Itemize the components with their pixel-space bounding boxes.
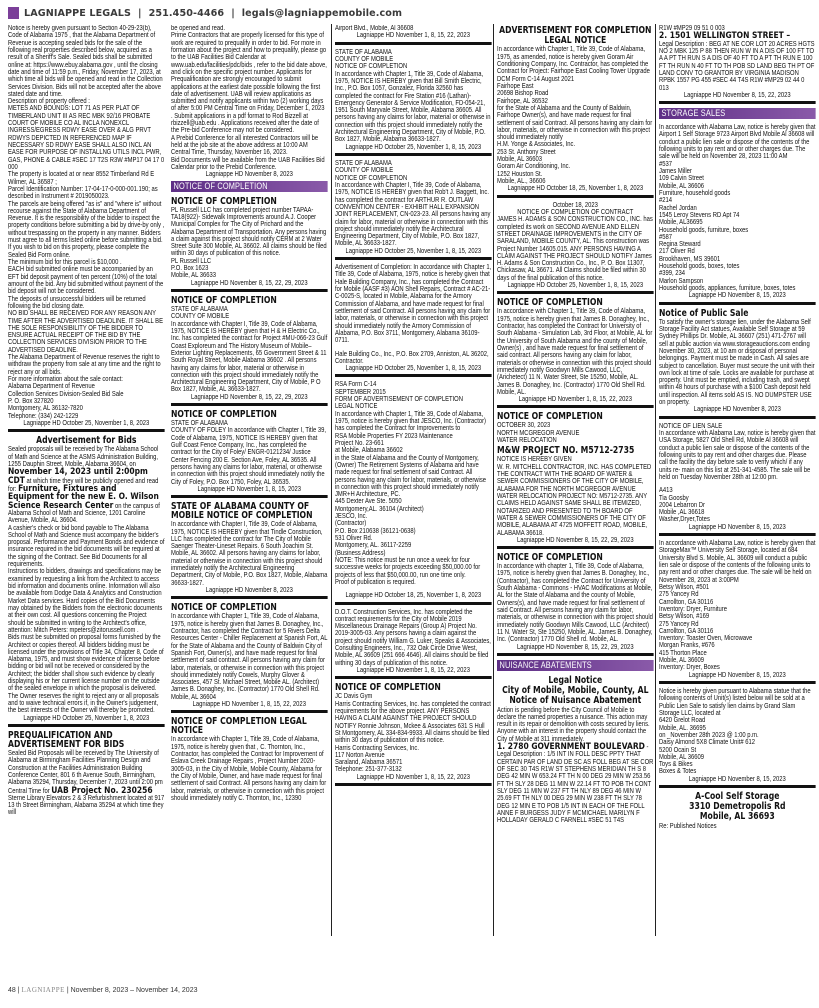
notice-text: LEGAL NOTICE bbox=[335, 402, 378, 411]
notice-heading: City of Mobile, Mobile, County, AL bbox=[502, 685, 649, 697]
notice-text: The Alabama Department of Revenue reserves the right to withdraw the property from sale at any time and the right to reject any or all bids. bbox=[8, 353, 161, 376]
notice-text: In accordance with Alabama Law, notice is hereby given that Airport 1 Self Storage 9723 Airport Blvd Mobile Al 36608 will conduct a public lien sale or dispose of the contents of the following units to pay rent and or other charges due. The sale will be held on November 28, 2023 11:00 AM bbox=[659, 123, 816, 161]
section-bar: NOTICE OF COMPLETION bbox=[171, 181, 328, 192]
notice-text: In accordance with Chapter 1, Title 39, Code of Alabama, 1975, notice is hereby given that , C. Thornton, Inc., Contractor, has completed the Contract for Improvement of Eslava Creek Drainage Repairs , Project Number 2020-3005-03, in the City of Mobile, Mobile County, Alabama for the City of Mobile, Owner, and have made request for final settlement of said Contract. All persons having any claim for labor, materials, or otherwise in connection with this project should immediately notify C. Thornton, Inc., 12390 bbox=[171, 735, 327, 802]
notice-text: In accordance with Chapter 1, Title 39, Code of Alabama, 1975, notice is hereby given that James B. Donaghey, Inc., Contractor, has completed the Contract for 5 Rivers Delta Resources Center - Chiller Replacement at Spanish Fort, AL for the State of Alabama and the County of Baldwin City of Spanish Fort, Owner(s), and have made request for final settlement of said contract. All persons having any claim for labor, materials, or otherwise in connection with this project should immediately notify Cowels, Murphy Glover & Associates, 457 St. Michael Street, Mobile AL. (Architect) James B. Donaghey, Inc. (Contractor) 1770 Old Shell Rd. Mobile, AL 36604 bbox=[171, 612, 328, 701]
publication-line: Lagniappe HD October 18, 25, November 1, 8, 2023 bbox=[507, 184, 644, 193]
notice-text: Brookhaven, MS 39601 bbox=[659, 254, 721, 263]
publication-line: Lagniappe HD November 8, 15, 22, 2023 bbox=[683, 90, 791, 99]
publication-line: Lagniappe HD October 25, November 1, 8, 15, 2023 bbox=[345, 142, 482, 151]
bold-text: 2. 1501 WELLINGTON STREET – bbox=[659, 30, 791, 42]
notice-text: STATE OF ALABAMA bbox=[335, 47, 392, 56]
notice-divider bbox=[335, 257, 492, 260]
notice-text: Marlon Sampson bbox=[659, 276, 704, 285]
header-separator: | bbox=[231, 7, 235, 19]
publication-line: Lagniappe HD October 25, November 1, 8, 15, 2023 bbox=[345, 246, 482, 255]
notice-text: The minimum bid for this parcel is $10,000 . bbox=[8, 258, 122, 266]
notice-text: Alabama Department of Revenue bbox=[8, 382, 95, 391]
notice-text: Montgomery, AL. 36117-2259 bbox=[335, 541, 412, 550]
notice-divider bbox=[171, 710, 328, 713]
notice-text: Betsy Wilson, #501 bbox=[659, 582, 710, 591]
notice-text: PL Russell LLC has completed project number TAPAA-TA18(922)- Sidewalk Improvements around A.J. Cooper Municipal Complex for The City of Prichard and the Alabama Department of Transportation. Any persons having a claim against this project should notify CERM at 2 Water Street Suite 300 Mobile, AL 36602. All claims should be filed within 30 days of publication of this notice. bbox=[171, 205, 327, 258]
notice-divider bbox=[335, 153, 492, 156]
notice-heading: NOTICE OF COMPLETION bbox=[497, 297, 603, 309]
notice-text: Montgomery,AL. 36104 (Architect) bbox=[335, 504, 424, 513]
notice-text: Daisy Almond 5X8 Climate Unit# 612 bbox=[659, 738, 756, 747]
notice-divider bbox=[497, 195, 654, 198]
notice-text: The deposits of unsuccessful bidders will be returned following the bid closing date. bbox=[8, 294, 146, 310]
notice-heading: Legal Notice bbox=[548, 674, 603, 686]
notice-heading: PREQUALIFICATION AND ADVERTISEMENT FOR BIDS bbox=[8, 729, 125, 750]
notice-text: October 18, 2023 bbox=[552, 200, 598, 209]
publication-line: Lagniappe HD November 8, 15, 22, 29, 2023 bbox=[517, 642, 634, 651]
notice-text: 109 Calvin Street bbox=[659, 174, 704, 183]
notice-text: Washer,Dryer,Totes bbox=[659, 515, 710, 524]
notice-text: 531 Oliver Rd. bbox=[335, 534, 373, 542]
header-phone: 251.450-4466 bbox=[148, 7, 225, 19]
notice-text: Inventory: Dryer, Furniture bbox=[659, 604, 728, 613]
notice-text: NOTICE IS HEREBY GIVEN bbox=[497, 455, 572, 464]
publication-line: Lagniappe HD November 8, 2023 bbox=[693, 405, 781, 414]
notice-divider bbox=[8, 429, 165, 432]
notice-text bbox=[8, 750, 165, 817]
publication-line: Lagniappe HD November 8, 15, 22, 29, 2023 bbox=[191, 392, 308, 401]
notice-text: P. O. Box 327820 bbox=[8, 396, 54, 405]
notice-text: Mobile, AL. 36695 bbox=[659, 723, 706, 732]
notice-text: 6420 Grelot Road bbox=[659, 716, 706, 725]
notice-text: for the State of Alabama and the County of Baldwin, Fairhope Owner(s), and have made request for final settlement of said Contract. All persons having any claim for labor, materials, or otherwise in connection with this project should immediately notify bbox=[497, 103, 653, 142]
notice-text: The parcels are being offered "as is" and "where is" without recourse against the State of Alabama Department of Revenue. It is the responsibility of the bidder to inspect the property conditions before submitting a bid by drive-by only , without trespassing on the property in any manner. Bidders must agree to all terms listed online before submitting a bid. If you wish to bid on this property, please complete the Sealed Bid Form online. bbox=[8, 199, 165, 259]
notice-divider bbox=[335, 42, 492, 45]
notice-text: To satisfy the owner's storage lien, under the Alabama Self Storage Facility Act statues, Available Self Storage at 59 Sydney Phillips Dr. Mobile, AL 36607 (251) 471-2767 will sell at public auction via www.storageauctions.com ending November 30, 2023, at 10 am or disposal of personal belongings. Payment must be made in Cash. All sales are subject to cancellation. Buyer must secure the unit with their own lock at time of sale. Locks are available for purchase at property. Unit must be emptied, including trash, and swept within 48 hours of purchase with a $100 Cash deposit held until inspection. All items sold AS IS. NO DUMPSTER USE on property. bbox=[659, 317, 815, 407]
notice-text: Advertisement of Completion: In accordance with Chapter 1, Title 39, Code of Alabama, 1975, notice is hereby given that Hale Building Company, Inc., has completed the Contract for Mobile (AASF #3) AON Shell Repairs, Contract # AC-21-C-0025-S, located in Mobile, Alabama for the Armory Commission of Alabama, and have made request for final settlement of said Contract. All persons having any claim for labor, materials, or otherwise in connection with this project should immediately notify the Armory Commission of Alabama, P.O. Box 3711, Montgomery, Alabama 36109-0711. bbox=[335, 263, 492, 345]
notice-text: In accordance with chapter 1, Title 39, Code of Alabama, 1975, notice is hereby given that James B. Donaghey, Inc., (Contractor), has completed the Contract for University of South Alabama - Commons - HVAC Modifications at Mobile, AL for the State of Alabama and the county of Mobile, Owners(s), and have made request for final settlement of said Contract. All persons having any claim for labor, materials, or otherwise in connection with this project should immediately notify Goodwyn Mills Cawood, LLC (Architect) 11 N. Water St, Ste 15250, Mobile, AL. James B. Donaghey, Inc. (Contractor) 1770 Old Shell rd. Mobile, AL. bbox=[497, 562, 653, 644]
column-4 bbox=[497, 25, 654, 940]
notice-heading: NOTICE OF COMPLETION bbox=[171, 409, 277, 421]
notice-text: In accordance with Chapter I, Title 39, Code of Alabama, 1975, NOTICE IS HEREBY given that Rob't J. Baggett, Inc. has completed the contract for ARTHUR R. OUTLAW CONVENTION CENTER - EXHIBIT HALL EXPANSION JOINT REPLACEMENT, CN-023-23. All persons having any claim for labor, material or otherwise in connection with this project should immediately notify the Architectural Engineering Department, City of Mobile, P.O. Box 1827, Mobile, AL 36633-1827. bbox=[335, 180, 491, 248]
notice-text: Regina Steward bbox=[659, 240, 701, 249]
notice-text: Goram Air Conditioning, Inc. bbox=[497, 162, 571, 171]
text-run: on the campus of Alabama School of Math and Science, 1201 Caroline Avenue, Mobile, AL 36604. bbox=[8, 501, 160, 525]
notice-text: Mobile, AL 36606 bbox=[659, 181, 705, 190]
notice-heading: STATE OF ALABAMA COUNTY OF MOBILE NOTICE OF COMPLETION bbox=[171, 501, 313, 522]
publication-line: Lagniappe HD November 8, 15, 2023 bbox=[688, 774, 786, 783]
notice-text: STATE OF ALABAMA bbox=[171, 305, 228, 313]
notice-text: METES AND BOUNDS: LOT 71 AS PER PLAT OF TIMBERLAND UNIT III AS REC MBK 92/16 PROBATE COURT OF MOBILE CO AL INCLA NONEXCL INGRESS/EGRESS RDWY EASE OVER & ALG PRVT RDWYS DEPICTED IN REFERENCED MAP IF NECESSARY SD RDWY EASE SHALL ALSO INCL AN EASE FOR PURPOSE OF INSTALLNG UTILS INCL PWR, GAS, PHONE & CABLE #SEC 17 T2S R3W #MP17 04 17 0 000 bbox=[8, 104, 165, 171]
notice-text: Instructions to bidders, drawings and specifications may be examined by requesting a link from the Architect to access bid information and documents online. Information will also be available from Dodge Data & Analytics and Construction Market Data services. Hard copies of the Bid Documents may obtained by the Bidders from the electronic documents at their own cost. All questions concerning the Project should be submitted in writing to the Architect's office, attention: Mitch Peters: mpeters@zitorussell.com . bbox=[8, 567, 163, 634]
column-5 bbox=[659, 25, 816, 940]
notice-text: For more information about the sale contact: bbox=[8, 375, 123, 383]
publication-line: Lagniappe HD November 8, 2023 bbox=[205, 586, 293, 594]
notice-text: Notice is hereby given pursuant to Alabama statue that the following contents of Unit(s) listed below will be sold at a Public Lien Sale to satisfy lien claims by Grand Slam Storage LLC, located at bbox=[659, 687, 811, 717]
notice-text: 445 Dexter Ave Ste. 5050 bbox=[335, 497, 402, 506]
bold-text: 1. 2780 GOVERNMENT BOULEVARD bbox=[497, 741, 645, 753]
notice-text: Household goods, furniture, boxes bbox=[659, 225, 749, 234]
column-divider bbox=[331, 24, 332, 936]
notice-text: A cashier's check or bid bond payable to The Alabama School of Math and Science must accompany the bidder's proposal. Performance and Payment Bonds and evidence of insurance required in the bid documents will be required at the signing of the Contract. See Bid Documents for all requirements. bbox=[8, 523, 165, 569]
notice-text: (Business Address) bbox=[335, 548, 386, 557]
notice-divider bbox=[659, 416, 816, 419]
notice-text bbox=[497, 743, 654, 824]
notice-text: #214 bbox=[659, 196, 673, 205]
notice-text: Hale Building Co., Inc., P.O. Box 2709, Anniston, AL 36202, Contractor. bbox=[335, 349, 489, 365]
notice-text: R1W #MP29 09 51 0 003 bbox=[659, 25, 725, 32]
notice-heading: NOTICE OF COMPLETION LEGAL NOTICE bbox=[171, 716, 307, 737]
notice-text: #537 bbox=[659, 159, 673, 168]
notice-text: NOTE: This notice must be run once a week for four successive weeks for projects exceeding $50,000.00 for projects of less that $50,000.00, run one time only. bbox=[335, 555, 481, 579]
notice-text: Furniture, household goods bbox=[659, 188, 731, 197]
notice-divider bbox=[659, 681, 816, 684]
notice-heading: NOTICE OF COMPLETION bbox=[171, 602, 277, 614]
notice-text: Telephone: 251-377-3132 bbox=[335, 765, 402, 774]
notice-heading: A-Cool Self Storage bbox=[695, 791, 780, 803]
publication-line: Lagniappe HD November 1, 8, 15, 22, 2023 bbox=[192, 700, 306, 709]
notice-text: COUNTY OF FOLEY In accordance with Chapter I, Title 39, Code of Alabama, 1975, NOTICE IS HEREBY given that Gulf Coast Fence Company, Inc., has completed the contract for the City of Foley/ ENGR-0121234/ Justice Center Fencing 200 E. Section Ave, Foley, AL 36535. All persons having any claims for labor, material, or otherwise in connection with this project should immediately notify the City of Foley, P.O. Box 1750, Foley, AL 36535. bbox=[171, 426, 327, 486]
notice-text: NORTH MCGREGOR AVENUE bbox=[497, 428, 580, 437]
notice-text: D.O.T. Construction Services, Inc. has completed the contract requirements for the City of Mobile 2019 Miscellaneous Drainage Repairs (Group A) Project No. 2019-3005-03. Any persons having a claim against the project should notify William G. Luker, Speaks & Associates, Consulting Engineers, Inc., 732 Oak Circle Drive West, Mobile, AL 36609 (251 666 4646). All claims should be filed withing 30 days of publication of this notice. bbox=[335, 607, 491, 667]
notice-text: In accordance with Chapter I, Title 39, Code of Alabama, 1975, NOTICE IS HEREBY given that Tindle Construction, LLC has completed the contract for The City of Mobile Saenger Theater-Lineset Repairs. 6 South Joachim St. Mobile, AL 36602. All persons having any claims for labor, material or otherwise in connection with this project should immediately notify the Architectural Engineering Department, City of Mobile, P.O. Box 1827, Mobile, Alabama 36633-1827. bbox=[171, 520, 328, 587]
notice-text: In accordance with Alabama Law, notice is hereby given that StorageMax™ University Self Storage, located at 684 University Blvd S. Mobile, AL. 36609 will conduct a public lien sale or dispose of the contents of the following units to pay rent and or other charges due. The sale will be held on November 28, 2023 at 3:00PM bbox=[659, 539, 816, 584]
notice-text: Betsy Wilson, #169 bbox=[659, 612, 710, 621]
notice-text: WATER RELOCATION bbox=[497, 436, 557, 445]
publication-line: Lagniappe HD November 8, 15, 2023 bbox=[688, 522, 786, 531]
notice-divider bbox=[659, 101, 816, 104]
notice-heading: Mobile, AL 36693 bbox=[699, 811, 775, 823]
notice-text: P.O. Box 210638 (36121-0638) bbox=[335, 526, 416, 535]
notice-divider bbox=[8, 724, 165, 727]
notice-text: PL Russell LLC bbox=[171, 256, 212, 265]
notice-text: at Mobile, Alabama 36602 bbox=[335, 446, 403, 455]
notice-heading: 3310 Demetropolis Rd bbox=[689, 801, 786, 813]
notice-text: Fairhope, AL 36532 bbox=[497, 96, 548, 105]
page-header bbox=[8, 6, 402, 20]
notice-text: SEPTEMBER 2015 bbox=[335, 387, 386, 396]
notice-heading: Advertisement for Bids bbox=[36, 435, 137, 447]
notice-text: Mobile, AL 36609 bbox=[659, 656, 705, 665]
issue-dates: November 8, 2023 – November 14, 2023 bbox=[70, 987, 198, 994]
notice-text: Morgan Franks, #676 bbox=[659, 641, 715, 650]
notice-text: 2004 Lebarron Dr bbox=[659, 500, 705, 509]
notice-text: 20698 Bishop Road bbox=[497, 89, 549, 98]
notice-divider bbox=[497, 405, 654, 408]
notice-text: Mobile, AL., 36606 bbox=[497, 177, 546, 186]
notice-text: Mobile, AL 36603 bbox=[497, 155, 543, 164]
notice-text: 415 Thorton Place bbox=[659, 648, 707, 657]
publication-line: Lagniappe HD November 1, 8, 15, 22, 2023 bbox=[356, 31, 470, 40]
notice-text: In accordance with Chapter 1, Title 39, Code of Alabama, 1975, as amended, notice is hereby given Goram Air Conditioning Company, Inc. Contractor, has completed the Contract for Project: Fairhope East Cooling Tower Upgrade bbox=[497, 45, 650, 76]
notice-divider bbox=[659, 785, 816, 788]
notice-text: Boxes & Totes bbox=[659, 767, 697, 776]
notice-text: NOTICE OF LIEN SALE bbox=[659, 421, 723, 430]
notice-text: Harris Contracting Services, Inc. bbox=[335, 743, 419, 752]
text-run: - Legal Description : 1/5 INT IN FOLL DESC PPTY THAT CERTAIN PAR OF LAND DE SC AS FOLL BEG AT SE COR OF SEC 30 T4S R1W ST STEPHENS MERIDIAN TH S 8 DEG 42 MIN W 653.24 FT TH N 00 DEG 29 MIN W 253.56 FT TH SLY 28 DEG 11 MIN W 22.14 FT TO POB TH CONT SLY DEG 11 MIN W 237 FT TH NLY 89 DEG 46 MIN W 25.69 FT TH NLY 00 DEG 29 MIN W 238 FT TH SLY 78 DEG 12 MIN E TO POB 1/5 INT IN EACH OF THE FOLL ANNE F BURGESS JUDY F MCMICHAEL MARILYN F HOLLADAY GERALD C FARNELL #SEC 51 T4S bbox=[497, 743, 654, 825]
notice-divider bbox=[171, 596, 328, 599]
section-bar: STORAGE SALES bbox=[659, 108, 816, 119]
notice-text: Notice is hereby given pursuant to Section 40-29-23(b), Code of Alabama 1975 , that the Alabama Department of Revenue is accepting sealed bids for the sale of the following real properties described below, acquired as a result of a Sheriff's Sale. Sealed bids shall be submitted online at: https://www.ebuy.alabama.gov , until the closing date and time of 11:59 p.m., Friday, November 17, 2023, at which time all bids will be opened and read in the Collection Services Division. Bids will not be accepted after the above stated date and time. bbox=[8, 25, 163, 98]
header-separator: | bbox=[137, 7, 142, 19]
notice-text: Carrollton, GA 30116 bbox=[659, 626, 714, 635]
notice-text: NOTICE OF COMPLETION OF CONTRACT bbox=[517, 207, 634, 216]
notice-text: FORM OF ADVERTISEMENT OF COMPLETION bbox=[335, 395, 463, 404]
notice-text: Toys & Bikes bbox=[659, 760, 693, 769]
publication-line: Lagniappe HD November 8, 15, 2023 bbox=[688, 291, 786, 300]
notice-text: OCTOBER 30, 2023 bbox=[497, 421, 551, 430]
notice-text: Mobile ,AL 36618 bbox=[659, 508, 705, 517]
notice-text: RSA Mobile Properties FY 2023 Maintenance bbox=[335, 431, 453, 440]
column-2 bbox=[171, 25, 328, 940]
text-run: Sealed Bid Proposals will be received by The University of Alabama at Birmingham Facilities Planning Design and Construction at the Facilities Administration Building Conference Center, 801 6 th Avenue South, Birmingham, Alabama 35294, Thursday, December 7, 2023 until 2:00 pm Central Time for bbox=[8, 748, 163, 795]
notice-text: Montgomery, AL 36132-7820 bbox=[8, 404, 83, 413]
column-3 bbox=[335, 25, 492, 940]
notice-text: Bids must be submitted on proposal forms furnished by the Architect or copies thereof. All bidders bidding must be licensed under the provisions of Title 34, Chapter 8, Code of Alabama, 1975, and must show evidence of license before bidding or bid will not be received or considered by the Architect; the bidder shall show such evidence by clearly displaying his or her current license number on the outside of the sealed envelope in which the proposal is delivered. The Owner reserves the right to reject any or all proposals and to waive technical errors if, in the Owner's judgement, the best interests of the Owner will thereby be promoted. bbox=[8, 633, 164, 715]
notice-text: The property is located at or near 8552 Timberland Rd E Wilmer, AL 36587 ; bbox=[8, 170, 155, 186]
notice-text: 117 Norton Avenue bbox=[335, 750, 385, 759]
notice-heading: Notice of Public Sale bbox=[659, 307, 749, 319]
notice-text: Mobile, AL 36609 bbox=[659, 752, 705, 761]
notice-text: Inventory: Dryer, Boxes bbox=[659, 663, 720, 672]
notice-text: Saraland, Alabama 36571 bbox=[335, 758, 403, 767]
notice-text: 217 Oliver Rd bbox=[659, 247, 695, 256]
notice-text: Action is pending before the City Council of Mobile to declare the named properties a nuisance. This action may result in its repair or demolition with costs secured by liens. Anyone with an interest in the property should contact the City of Mobile at 311 immediately. bbox=[497, 705, 650, 743]
notice-text: JMR+H Architecture, PC. bbox=[335, 490, 401, 499]
notice-text: COUNTY OF MOBILE bbox=[335, 54, 394, 63]
notice-text: JC Davis Gym bbox=[335, 692, 373, 701]
text-run: Sealed proposals will be received by The Alabama School of Math and Science at the ASMS Administration Building, 1255 Dauphin Street, Mobile, Alabama 36604, on bbox=[8, 445, 159, 469]
publication-line: Lagniappe HD November 8, 15, 2023 bbox=[688, 670, 786, 679]
notice-text: A413 bbox=[659, 486, 673, 495]
notice-text: Proof of publication is required. bbox=[335, 577, 416, 586]
notice-divider bbox=[171, 495, 328, 498]
notice-text: Tia Goosby bbox=[659, 493, 689, 502]
page-number: 48 bbox=[8, 987, 16, 994]
publication-line: Lagniappe HD October 25, November 1, 8, 2023 bbox=[23, 713, 150, 722]
notice-text: In accordance with Alabama Law, notice is hereby given that USA Storage, 5827 Old Shell Rd, Mobile Al 36608 will conduct a public lien sale or dispose of the contents of the following units to pay rent and other charges due. Please call the facility the day before sale to verify which/ if any units re- main on this list at 251-341-4585. The sale will be held on Tuesday November 28th at 12:00 pm. bbox=[659, 429, 816, 481]
publication-line: Lagniappe HD November 1, 8, 15, 22, 2023 bbox=[356, 666, 470, 674]
notice-text: Prime Contractors that are properly licensed for this type of work are required to prequalify in order to bid. For more in formation about the project and how to prequalify, please go to the UAB Facilities Bid Calendar at www.uab.edu/facilities/pdc/bids , refer to the bid date above, and click on the specific project number. Applicants for Prequalification are strongly encouraged to submit applications at the earliest date possible following the first date of advertisement. UAB will review applications as submitted and notify applicants within two (2) working days of after 5:00 PM Central Time on Friday, December 1, 2023 . Submit applications in a pdf format to Rod Bizzell at rbizzell@uab.edu . Applications received after the date of the Pre-bid Conference may not be considered. bbox=[171, 31, 327, 135]
notice-text: COUNTY OF MOBILE bbox=[171, 312, 230, 321]
publication-line: Lagniappe HD November 1, 8, 15, 22, 2023 bbox=[356, 772, 470, 781]
publication-line: Lagniappe HD October 25, November 1, 8, 15, 2023 bbox=[345, 364, 482, 373]
notice-text: Re: Published Notices bbox=[659, 821, 717, 830]
notice-text: EACH bid submitted online must be accompanied by an EFT bid deposit payment of ten percent (10%) of the total amount of the bid. Any bid submitted without payment of the bid deposit will not be considered. bbox=[8, 265, 164, 296]
notice-text: Description of property offered : bbox=[8, 97, 90, 106]
notice-text: Household goods, appliances, furniture, boxes, totes bbox=[659, 284, 796, 292]
notice-text: JESCO, Inc. bbox=[335, 512, 368, 521]
notice-text: NO BID SHALL BE RECEIVED FOR ANY REASON ANY TIME AFTER THE ADVERTISED DEADLINE. IT SHALL BE THE SOLE RESPONSIBILITY OF THE BIDDER TO ENSURE ACTUAL RECEIPT OF THE BID BY THE COLLECTION SERVICES DIVISION PRIOR TO THE ADVERTISED DEADLINE. bbox=[8, 309, 163, 354]
notice-text: on _November 28th 2023 @ 1:00 p.m. bbox=[659, 730, 759, 739]
brand-square-icon bbox=[8, 7, 19, 19]
header-title: LAGNIAPPE LEGALS bbox=[24, 7, 131, 19]
notice-text: James Miller bbox=[659, 167, 692, 175]
notice-text: In accordance with Chapter 1, Title 39, Code of Alabama, 1975, notice is hereby given that JESCO, Inc. (Contractor) has completed the Contract for Improvements to bbox=[335, 409, 487, 433]
notice-text: RSA Form C-14 bbox=[335, 380, 377, 389]
notice-text: Rachel Jordan bbox=[659, 203, 697, 212]
notice-text: #399, 234 bbox=[659, 269, 686, 278]
notice-divider bbox=[497, 291, 654, 294]
notice-heading: NOTICE OF COMPLETION bbox=[171, 295, 277, 306]
notice-text: A Prebid Conference for all interested Contractors will be held at the job site at the above address at 10:00 AM Central Time, Thursday, November 16, 2023. bbox=[171, 133, 319, 157]
notice-text: NOTICE OF COMPLETION bbox=[335, 173, 408, 182]
notice-heading: LEGAL NOTICE bbox=[544, 35, 607, 47]
notice-text: 5200 Ocain St bbox=[659, 745, 697, 754]
notice-divider bbox=[171, 289, 328, 292]
page-footer: 48 | LAGNIAPPE | November 8, 2023 – November 14, 2023 bbox=[8, 986, 198, 994]
notice-text: JAMES H. ADAMS & SON CONSTRUCTION CO., INC. has completed its work on SECOND AVENUE AND ELLEN STREET DRAINAGE IMPROVEMENTS in the CITY OF SARALAND, MOBILE COUNTY, AL. This construction was Project Number 14605.015. ANY PERSONS HAVING A CLAIM AGAINST THE PROJECT SHOULD NOTIFY James H. Adams & Son Construction Co., Inc., P. O. Box 11307, Chickasaw, AL 36671. All Claims should be filed within 30 days of the final publication of this notice. bbox=[497, 215, 653, 282]
publication-line: Lagniappe HD October 25, November 1, 8, 15, 2023 bbox=[507, 281, 644, 290]
notice-text: in the State of Alabama and the County of Montgomery, (Owner) The Retirement Systems of Alabama and have made request for final settlement of said Contract. All persons having any claim for labor, materials, or otherwise in connection with this project should immediately notify bbox=[335, 453, 487, 491]
column-divider bbox=[655, 24, 656, 936]
notice-text: Airport Blvd., Mobile, Al 36608 bbox=[335, 25, 414, 32]
publication-line: Lagniappe HD October 18, 25, November 1, 8, 2023 bbox=[345, 591, 482, 600]
notice-divider bbox=[335, 783, 492, 786]
column-1 bbox=[8, 25, 165, 940]
notice-divider bbox=[497, 653, 654, 656]
notice-text: Project No. 23-661 bbox=[335, 438, 384, 447]
publication-line: Lagniappe HD November 8, 2023 bbox=[205, 170, 293, 179]
notice-divider bbox=[335, 602, 492, 605]
publication-line: Lagniappe HD November 1, 8, 15, 22, 2023 bbox=[518, 395, 632, 404]
notice-divider bbox=[171, 403, 328, 406]
notice-text: DCM Form C-14 August 2021 bbox=[497, 74, 575, 83]
section-bar: NUISANCE ABATEMENTS bbox=[497, 660, 654, 671]
bold-text: November 14, 2023 until 2:00pm CDT bbox=[8, 466, 148, 486]
footer-brand: LAGNIAPPE bbox=[21, 986, 65, 994]
notice-text: Household goods, boxes, totes bbox=[659, 262, 740, 271]
notice-heading: Notice of Nuisance Abatement bbox=[509, 695, 642, 707]
notice-text: In accordance with Chapter 1, Title 39, Code of Alabama, 1975, notice is hereby given that James B. Donaghey, Inc., Contractor, has completed the Contract for University of South Alabama - Simulation Lab, 3rd Floor, at Mobile, AL for the University of South Alabama and the county of Mobile, Owner(s) , and have made request for final settlement of said contract. All persons having any claim for labor, materials or otherwise in connection with this project should immediately notify Goodwyn Mills Cawood, LLC, (Arichetect) 11 N. Water Street, Ste 15250, Mobile, AL. James B. Donaghey, Inc. (Contractor) 1770 Old Shell Rd. Mobile, AL. bbox=[497, 307, 653, 396]
notice-text: Carrollton, GA 30116 bbox=[659, 597, 714, 606]
notice-text: 1252 Houston St. bbox=[497, 169, 543, 178]
notice-text: In accordance with Chapter 1, Title 39, Code of Alabama, 1975, NOTICE IS HEREBY given that Bill Smith Electric, Inc., P.O. Box 1057, Gonzalez, Florida 32560 has completed the contract for Fire Station #16 (Lathan)-Emergency Generator & Service Modification, FD-054-21, 1951 South Maryvale Street, Mobile, Alabama 36605. All persons having any claims for labor, material or otherwise in connection with this project should immediately notify the Architectural Engineering Department, City of Mobile, P.O. Box 1827, Mobile, Alabama 36633-1827. bbox=[335, 69, 491, 144]
notice-text: Inventory: Toaster Oven, Microwave bbox=[659, 634, 753, 643]
publication-line: Lagniappe HD November 8, 15, 22, 29, 2023 bbox=[517, 535, 634, 544]
bold-text: Furniture, Fixtures and Equipment for the new E. O. Wilson Science Research Center bbox=[8, 482, 159, 511]
notice-text: #587 bbox=[659, 232, 673, 241]
notice-text: be opened and read. bbox=[171, 25, 226, 32]
notice-text: Bid Documents will be available from the UAB Facilities Bid Calendar prior to the Prebid Conference. bbox=[171, 155, 325, 171]
notice-text: Mobile, AL36695 bbox=[659, 218, 703, 227]
notice-heading: NOTICE OF COMPLETION bbox=[497, 552, 603, 564]
notice-text: (Contractor) bbox=[335, 519, 367, 528]
notice-text: 275 Yancey Rd bbox=[659, 619, 699, 628]
notice-text: Collection Services Division-Sealed Bid Sale bbox=[8, 389, 124, 398]
notice-divider bbox=[659, 302, 816, 305]
notice-text: Fairhope East bbox=[497, 81, 534, 90]
notice-text: STATE OF ALABAMA bbox=[171, 419, 228, 428]
notice-heading: M&W PROJECT NO. M5712-2735 bbox=[497, 445, 635, 457]
notice-text: NOTICE OF COMPLETION bbox=[335, 62, 408, 71]
notice-text: In accordance with Chapter I, Title 39, Code of Alabama, 1975, NOTICE IS HEREBY given that H & H Electric Co., Inc. has completed the contract for Project #MU-066-23 Gulf Coast Exploreum and The History Museum of Mobile–Exterior Lighting Replacements, 65 Government Street & 11 South Royal Street, Mobile Alabama 36602 . All persons having any claims for labor, material or otherwise in connection with this project should immediately notify the Architectural Engineering Department, City of Mobile, P O Box 1827, Mobile, AL 36633-1827. bbox=[171, 319, 328, 394]
publication-line: Lagniappe HD October 25, November 1, 8, 2023 bbox=[23, 418, 150, 427]
notice-text: 253 St. Anthony Street bbox=[497, 147, 556, 156]
notice-divider bbox=[335, 676, 492, 679]
notice-text: STATE OF ALABAMA bbox=[335, 159, 392, 167]
notice-text: Harris Contracting Services, Inc. has completed the contract requirements for the above project. ANY PERSONS HAVING A CLAIM AGAINST THE PROJECT SHOULD NOTIFY Ronnie Johnson, Mckee & Associates 631 S Hull St Montgomery, AL 334-834-9933. All claims should be filed within 30 days of publication of this notice. bbox=[335, 699, 491, 745]
notice-heading: NOTICE OF COMPLETION bbox=[497, 411, 603, 423]
header-email[interactable]: legals@lagniappemobile.com bbox=[241, 7, 403, 19]
notice-text: Mobile, AL 36633 bbox=[171, 271, 217, 280]
notice-text: P.O. Box 1623 bbox=[171, 264, 209, 273]
notice-text: Telephone: (334) 242-1229 bbox=[8, 411, 79, 420]
text-run: at which time they will be publicly opened and read for: bbox=[8, 476, 159, 493]
notice-text bbox=[8, 446, 165, 524]
notice-text: 1545 Leroy Stevens RD Apt 74 bbox=[659, 210, 740, 219]
notice-divider bbox=[659, 533, 816, 536]
notice-heading: ADVERTISEMENT FOR COMPLETION bbox=[499, 25, 652, 36]
notice-text: 275 Yancey Rd bbox=[659, 590, 699, 599]
notice-text: W. R. MITCHELL CONTRACTOR, INC. HAS COMPLETED THE CONTRACT WITH THE BOARD OF WATER & SEWER COMMISSIONERS OF THE CITY OF MOBILE, ALABAMA FOR THE NORTH MCGREGOR AVENUE WATER RELOCATION PROJECT NO: M5712-2735. ANY CLAIMS HELD AGAINST SAME SHALL BE ITEMIZED, NOTARIZED AND PRESENTED TO TH BOARD OF WATER & SEWER COMMISSIONERS OF THE CITY OF MOBILE, ALABAMA AT 4725 MOFFETT ROAD, MOBILE, ALABAMA 36618. bbox=[497, 462, 652, 537]
notice-text: COUNTY OF MOBILE bbox=[335, 166, 394, 175]
notice-text: H.M. Yonge & Associates, Inc. bbox=[497, 140, 576, 149]
publication-line: Lagniappe HD November 8, 15, 22, 29, 2023 bbox=[191, 278, 308, 287]
column-divider bbox=[493, 24, 494, 936]
notice-text: Parcel Identification Number: 17-04-17-0-000-001.190; as described in Instrument # 2019050023. bbox=[8, 184, 158, 201]
notice-divider bbox=[335, 374, 492, 377]
bold-text: UAB Project No. 230256 bbox=[51, 784, 153, 796]
notice-heading: NOTICE OF COMPLETION bbox=[335, 682, 441, 694]
publication-line: Lagniappe HD November 1, 8, 15, 2023 bbox=[197, 484, 302, 493]
notice-text: Legal Description : BEG AT NE COR LOT 20 ACRES HGTS NO 2 MBK 125 P 88 THEN RUN W IN A DIS OF 100 FT TO A A PT TH RUN S A DIS OF 40 FT TO A PT TH RUN E 100 FT TH RUN N 40 FT TO TH POB SD LAND BEG TH PT OF LAND CONV TO GRANTOR BY VIRGINIA MADISON RPBK 1557 PG 455 #SEC 44 T4S R1W #MP29 02 44 0 013 bbox=[659, 39, 815, 92]
text-run: Sterne Library Elevators 2 & 3 Refurbishment located at 917 13 th Street Birmingham, Alabama 35294 at which time they will bbox=[8, 793, 165, 817]
notice-divider bbox=[497, 546, 654, 549]
notice-heading: NOTICE OF COMPLETION bbox=[171, 195, 277, 207]
